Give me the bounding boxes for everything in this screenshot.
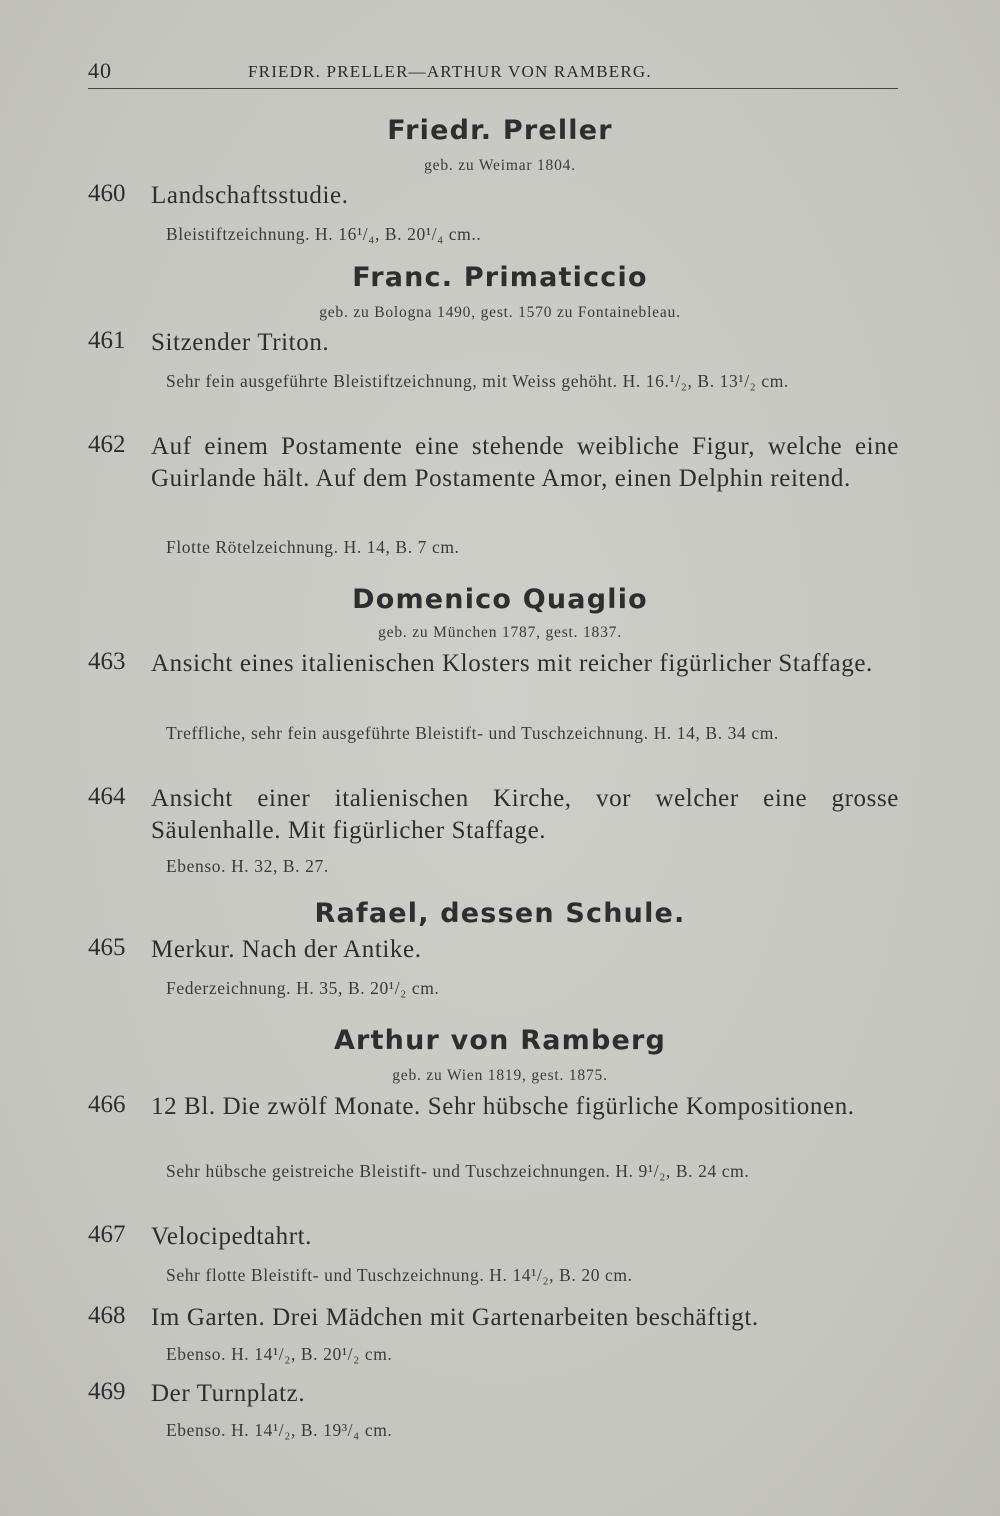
artist-heading: Domenico Quaglio [352,584,648,615]
entry-description: Bleistiftzeichnung. H. 16¹/₄, B. 20¹/₄ cm.. [166,224,482,244]
entry-title: Merkur. Nach der Antike. [151,936,422,963]
entry-description: Sehr fein ausgeführte Bleistiftzeichnung, mit Weiss gehöht. H. 16.¹/₂, B. 13¹/₂ cm. [166,371,789,391]
entry-number: 465 [88,934,126,961]
entry-number: 462 [88,431,126,458]
entry-description: Federzeichnung. H. 35, B. 20¹/₂ cm. [166,978,440,998]
artist-dates: geb. zu Weimar 1804. [424,157,576,174]
entry-description: Ebenso. H. 14¹/₂, B. 19³/₄ cm. [166,1420,393,1440]
artist-heading: Friedr. Preller [387,115,613,146]
entry-title: Ansicht eines italienischen Klosters mit reicher figürlicher Staffage. [151,650,873,677]
entry-description: Sehr flotte Bleistift- und Tuschzeichnung. H. 14¹/₂, B. 20 cm. [166,1265,633,1285]
entry-number: 466 [88,1091,126,1118]
entry-number: 460 [88,180,126,207]
running-title: FRIEDR. PRELLER—ARTHUR VON RAMBERG. [248,62,652,81]
entry-title: Ansicht einer italienischen Kirche, vor welcher eine grosse Säulenhalle. Mit figürlicher Staffage. [151,785,899,844]
entry-description: Flotte Rötelzeichnung. H. 14, B. 7 cm. [166,537,460,557]
entry-title: Der Turnplatz. [151,1380,306,1407]
page-header [88,58,898,89]
entry-title: Im Garten. Drei Mädchen mit Gartenarbeiten beschäftigt. [151,1304,759,1331]
artist-heading: Rafael, dessen Schule. [314,898,686,929]
entry-title: Auf einem Postamente eine stehende weibliche Figur, welche eine Guirlande hält. Auf dem Postamente Amor, einen Delphin reitend. [151,433,899,492]
artist-dates: geb. zu München 1787, gest. 1837. [378,624,622,641]
artist-heading: Franc. Primaticcio [352,262,648,293]
page-number: 40 [88,58,112,83]
entry-number: 468 [88,1302,126,1329]
entry-description: Sehr hübsche geistreiche Bleistift- und Tuschzeichnungen. H. 9¹/₂, B. 24 cm. [166,1161,750,1181]
entry-description: Treffliche, sehr fein ausgeführte Bleistift- und Tuschzeichnung. H. 14, B. 34 cm. [166,723,779,743]
entry-title: Velocipedtahrt. [151,1223,313,1250]
entry-title: Landschaftsstudie. [151,182,349,209]
entry-number: 461 [88,327,126,354]
artist-heading: Arthur von Ramberg [333,1025,667,1056]
entry-number: 464 [88,783,126,810]
entry-number: 469 [88,1378,126,1405]
artist-dates: geb. zu Wien 1819, gest. 1875. [392,1067,608,1084]
entry-title: Sitzender Triton. [151,329,330,356]
entry-number: 467 [88,1221,126,1248]
entry-description: Ebenso. H. 14¹/₂, B. 20¹/₂ cm. [166,1344,393,1364]
entry-description: Ebenso. H. 32, B. 27. [166,856,329,876]
entry-number: 463 [88,648,126,675]
entry-title: 12 Bl. Die zwölf Monate. Sehr hübsche figürliche Kompositionen. [151,1093,855,1120]
artist-dates: geb. zu Bologna 1490, gest. 1570 zu Fontainebleau. [319,304,681,321]
